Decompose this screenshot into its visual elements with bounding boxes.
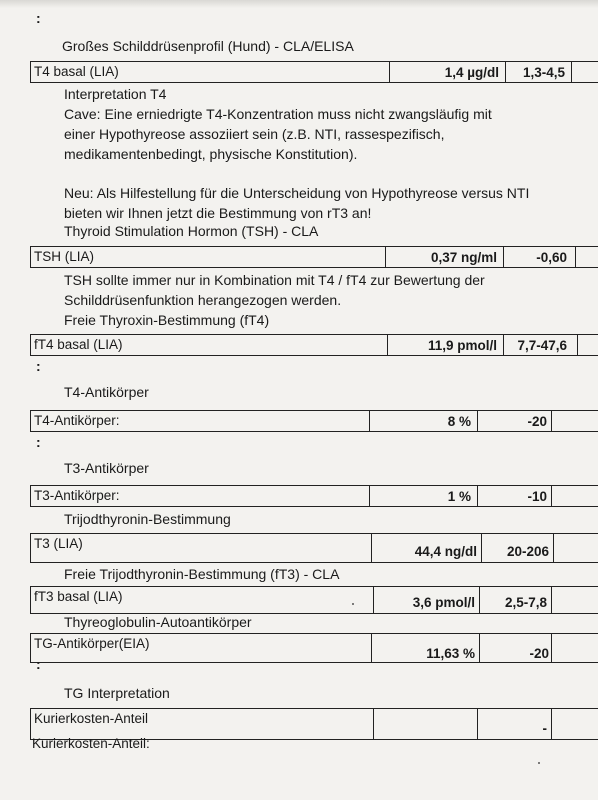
separator-colon: : [36,10,41,26]
result-row-t4 [30,61,598,83]
column-divider [551,486,552,506]
column-divider [477,486,478,506]
column-divider [481,534,482,562]
profile-title: Großes Schilddrüsenprofil (Hund) - CLA/ELISA [62,38,354,54]
result-row-tsh [30,246,598,268]
result-row-t4-antibody [30,410,598,432]
reference-range: 7,7-47,6 [517,338,567,353]
column-divider [503,335,504,355]
interpretation-heading: Interpretation T4 [64,86,167,102]
reference-range: -20 [529,646,549,661]
column-divider [479,634,480,662]
result-value: 1 % [447,489,471,504]
reference-range: 1,3-4,5 [522,65,565,80]
result-row-t3-antibody [30,485,598,507]
column-divider [369,411,370,431]
test-label: fT3 basal (LIA) [34,589,123,604]
column-divider [479,587,480,613]
reference-range: - [542,721,547,736]
test-label: T4-Antikörper: [34,413,120,428]
section-heading: Thyreoglobulin-Autoantikörper [64,614,252,630]
test-label: Kurierkosten-Anteil [34,711,149,726]
interpretation-text: Neu: Als Hilfestellung für die Unterscheidung von Hypothyreose versus NTI [64,185,530,201]
column-divider [551,587,552,613]
tsh-note: Schilddrüsenfunktion herangezogen werden. [64,292,342,308]
result-value: 11,9 pmol/l [427,338,497,353]
column-divider [371,634,372,662]
interpretation-text: medikamentenbedingt, physische Konstitution). [64,146,358,162]
test-label: fT4 basal (LIA) [34,337,123,352]
test-label: T4 basal (LIA) [34,64,119,79]
column-divider [505,62,506,82]
column-divider [385,247,386,267]
result-value: 11,63 % [426,646,475,661]
column-divider [553,534,554,562]
test-label: T3-Antikörper: [34,488,120,503]
column-divider [371,534,372,562]
column-divider [389,62,390,82]
interpretation-text: Cave: Eine erniedrigte T4-Konzentration muss nicht zwangsläufig mit [64,106,492,122]
result-value: 1,4 µg/dl [444,65,499,80]
reference-range: -10 [527,489,547,504]
column-divider [577,335,578,355]
section-heading: T3-Antikörper [64,460,149,476]
column-divider [477,411,478,431]
column-divider [503,247,504,267]
section-heading: Freie Thyroxin-Bestimmung (fT4) [64,312,270,328]
separator-colon: : [36,358,41,374]
column-divider [477,709,478,739]
reference-range: -0,60 [536,250,567,265]
page-top-edge [0,0,598,8]
tsh-note: TSH sollte immer nur in Kombination mit T4 / fT4 zur Bewertung der [64,272,485,288]
section-heading: TG Interpretation [64,685,170,701]
column-divider [369,486,370,506]
column-divider [387,335,388,355]
scan-speck [352,603,354,605]
section-heading: Trijodthyronin-Bestimmung [64,511,231,527]
section-heading: Thyroid Stimulation Hormon (TSH) - CLA [64,223,319,239]
interpretation-text: einer Hypothyreose assoziiert sein (z.B. NTI, rassespezifisch, [64,126,445,142]
reference-range: 20-206 [506,544,549,559]
column-divider [551,411,552,431]
reference-range: -20 [527,414,547,429]
result-row-t3 [30,533,598,563]
interpretation-text: bieten wir Ihnen jetzt die Bestimmung von rT3 an! [64,205,372,221]
separator-colon: : [36,656,41,672]
result-row-ft3 [30,586,598,614]
column-divider [551,634,552,662]
result-value: 8 % [447,414,471,429]
result-value: 0,37 ng/ml [430,250,497,265]
column-divider [551,709,552,739]
section-heading: T4-Antikörper [64,384,149,400]
footer-label: Kurierkosten-Anteil: [32,736,150,751]
scan-speck [538,762,540,764]
test-label: TSH (LIA) [34,249,95,264]
section-heading: Freie Trijodthyronin-Bestimmung (fT3) - CLA [64,566,340,582]
column-divider [571,62,572,82]
result-value: 3,6 pmol/l [412,595,475,610]
separator-colon: : [36,434,41,450]
result-value: 44,4 ng/dl [414,544,477,559]
column-divider [373,587,374,613]
result-row-ft4 [30,334,598,356]
test-label: TG-Antikörper(EIA) [34,636,150,651]
result-row-tg-antibody [30,633,598,663]
column-divider [575,247,576,267]
column-divider [373,709,374,739]
test-label: T3 (LIA) [34,536,83,551]
reference-range: 2,5-7,8 [504,595,547,610]
